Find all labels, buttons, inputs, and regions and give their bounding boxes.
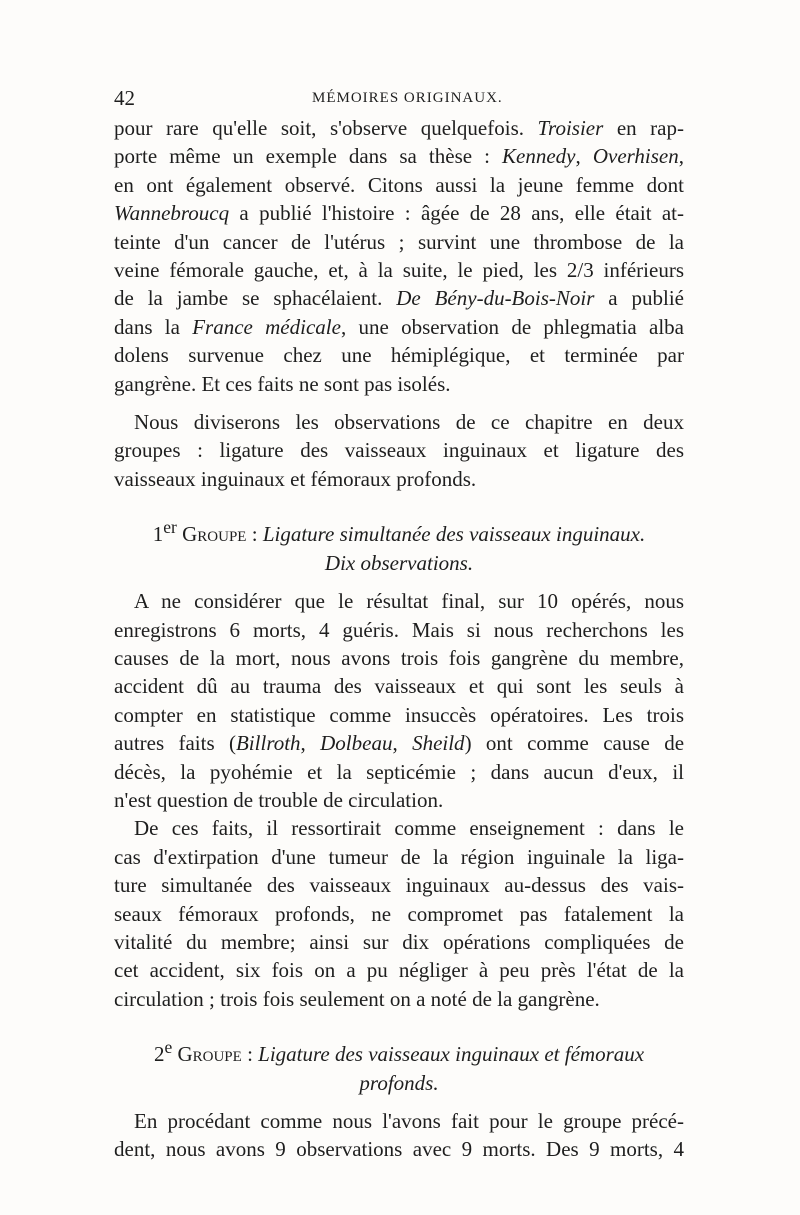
group-ordinal: e <box>164 1037 173 1058</box>
text-line: vitalité du membre; ainsi sur dix opérations compliquées de <box>114 929 684 954</box>
text-line: De ces faits, il ressortirait comme enseignement : dans le <box>134 816 684 841</box>
paragraph-1 <box>114 114 684 398</box>
group-1-heading: 1er Groupe : Ligature simultanée des vaisseaux inguinaux. Dix observations. <box>152 517 646 575</box>
text-line: pour rare qu'elle soit, s'observe quelquefois. Troisier en rap- <box>114 116 684 140</box>
author-name: Billroth <box>235 731 301 756</box>
text-line: accident dû au trauma des vaisseaux et qui sont les seuls à <box>114 674 684 699</box>
text-line: n'est question de trouble de circulation. <box>114 787 444 812</box>
text-line: en ont également observé. Citons aussi la jeune femme dont <box>114 172 684 197</box>
text-line: teinte d'un cancer de l'utérus ; survint une thrombose de la <box>114 229 684 254</box>
page-number: 42 <box>114 86 135 110</box>
text-line: causes de la mort, nous avons trois fois gangrène du membre, <box>114 645 684 670</box>
page-header <box>114 86 684 116</box>
text-line: gangrène. Et ces faits ne sont pas isolés. <box>114 371 451 396</box>
group-number: 2 <box>153 1042 165 1067</box>
paragraph-5 <box>114 1107 684 1164</box>
text-line: Nous diviserons les observations de ce chapitre en deux <box>134 410 684 435</box>
author-name: Overhisen <box>592 144 679 169</box>
text-line: dent, nous avons 9 observations avec 9 morts. Des 9 morts, 4 <box>114 1137 684 1162</box>
group-2-heading: 2e Groupe : Ligature des vaisseaux inguinaux et fémoraux profonds. <box>153 1037 645 1095</box>
paragraph-4 <box>114 814 684 1013</box>
text-line: Wannebroucq a publié l'histoire : âgée de 28 ans, elle était at- <box>114 201 684 226</box>
text-line: décès, la pyohémie et la septicémie ; dans aucun d'eux, il <box>114 759 684 784</box>
group-label: Groupe <box>176 522 247 547</box>
author-name: Troisier <box>537 116 604 140</box>
author-name: Kennedy <box>502 144 576 169</box>
text-line: veine fémorale gauche, et, à la suite, le pied, les 2/3 inférieurs <box>114 258 684 283</box>
group-label: Groupe <box>172 1042 242 1067</box>
author-name: Dolbeau <box>320 731 393 756</box>
text-line: de la jambe se sphacélaient. De Bény-du-Bois-Noir a publié <box>114 286 684 311</box>
group-ordinal: er <box>163 517 177 538</box>
author-name: Sheild <box>412 731 465 756</box>
group-title-continued: profonds. <box>359 1070 439 1095</box>
paragraph-3 <box>114 587 684 814</box>
text-line: porte même un exemple dans sa thèse : Kennedy, Overhisen, <box>114 144 685 169</box>
text-line: ture simultanée des vaisseaux inguinaux au-dessus des vais- <box>114 873 684 898</box>
page-body <box>114 114 684 1164</box>
group-number: 1 <box>152 522 164 547</box>
text-line: autres faits (Billroth, Dolbeau, Sheild) ont comme cause de <box>114 731 685 756</box>
group-title: Ligature des vaisseaux inguinaux et fémoraux <box>258 1042 645 1067</box>
text-line: dolens survenue chez une hémiplégique, et terminée par <box>114 343 684 368</box>
group-title: Ligature simultanée des vaisseaux inguinaux. <box>262 522 646 547</box>
text-line: circulation ; trois fois seulement on a noté de la gangrène. <box>114 986 600 1011</box>
paragraph-2 <box>114 408 684 493</box>
author-name: Wannebroucq <box>114 201 230 226</box>
author-name: De Bény-du-Bois-Noir <box>396 286 595 311</box>
text-line: dans la France médicale, une observation de phlegmatia alba <box>114 314 684 339</box>
text-line: cet accident, six fois on a pu négliger à peu près l'état de la <box>114 958 684 983</box>
running-title: MÉMOIRES ORIGINAUX. <box>312 90 503 106</box>
group-subtitle: Dix observations. <box>324 550 474 575</box>
journal-name: France médicale <box>192 314 341 339</box>
text-line: enregistrons 6 morts, 4 guéris. Mais si nous recherchons les <box>114 617 684 642</box>
text-line: groupes : ligature des vaisseaux inguinaux et ligature des <box>114 438 684 463</box>
text-line: seaux fémoraux profonds, ne compromet pas fatalement la <box>114 901 684 926</box>
text-line: A ne considérer que le résultat final, sur 10 opérés, nous <box>134 589 684 614</box>
text-line: vaisseaux inguinaux et fémoraux profonds. <box>114 466 477 491</box>
text-line: En procédant comme nous l'avons fait pour le groupe précé- <box>134 1109 684 1133</box>
text-line: cas d'extirpation d'une tumeur de la région inguinale la liga- <box>114 844 684 869</box>
text-line: compter en statistique comme insuccès opératoires. Les trois <box>114 702 684 727</box>
